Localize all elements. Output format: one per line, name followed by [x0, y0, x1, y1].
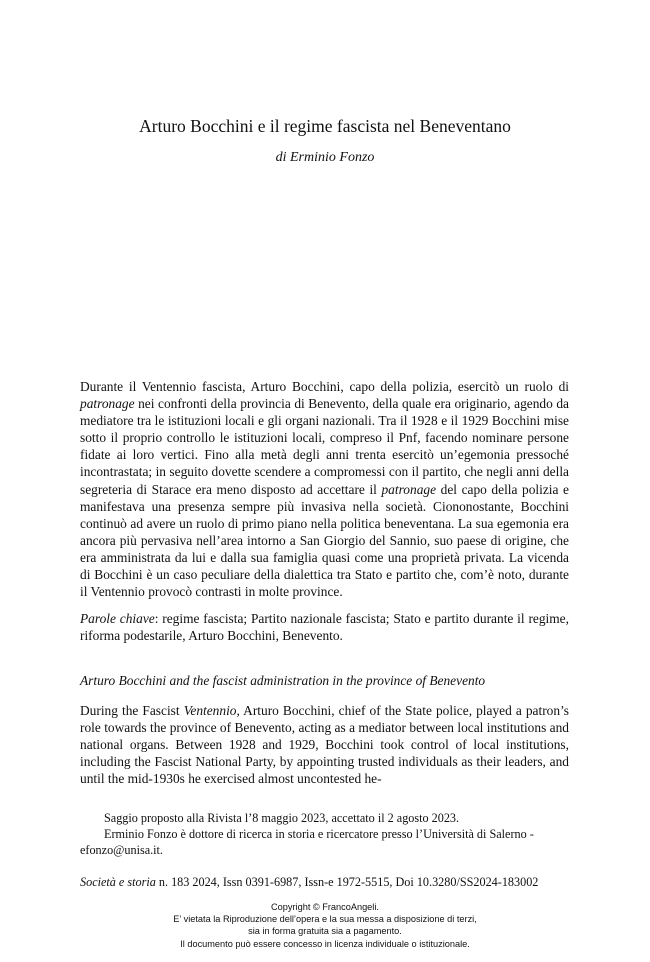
- italian-abstract: [80, 378, 569, 600]
- english-title: Arturo Bocchini and the fascist administration in the province of Benevento: [80, 673, 486, 688]
- english-term-ventennio: Ventennio: [183, 703, 237, 718]
- citation-details: n. 183 2024, Issn 0391-6987, Issn-e 1972-5515, Doi 10.3280/SS2024-183002: [155, 875, 539, 889]
- copyright-line: Il documento può essere concesso in licenza individuale o istituzionale.: [180, 938, 470, 949]
- english-text: During the Fascist: [80, 703, 184, 718]
- copyright-line: E’ vietata la Riproduzione dell’opera e la sua messa a disposizione di terzi,: [173, 914, 477, 925]
- abstract-text: del capo della polizia e manifestava una presenza sempre più invasiva nella società. Ciononostante, Bocchini continuò ad avere un ruolo di primo piano nella politica beneventana. La sua egemonia era ancora più pervasiva nell’area intorno a San Giorgio del Sannio, suo paese di origine, che era amministrata da lui e dalla sua famiglia quasi come una proprietà privata. La vicenda di Bocchini è un caso peculiare della dialettica tra Stato e partito che, com’è noto, durante il Ventennio provocò contrasti in molte province.: [80, 481, 569, 600]
- article-title: Arturo Bocchini e il regime fascista nel Beneventano: [139, 116, 511, 136]
- keywords-label: Parole chiave: [80, 611, 155, 626]
- english-abstract: [80, 702, 569, 787]
- author-note: Erminio Fonzo è dottore di ricerca in storia e ricercatore presso l’Università di Salerno - efonzo@unisa.it.: [80, 827, 534, 857]
- keywords-paragraph: [80, 610, 569, 644]
- footnotes: [80, 810, 569, 858]
- abstract-text: Durante il Ventennio fascista, Arturo Bocchini, capo della polizia, esercitò un ruolo di: [80, 379, 569, 394]
- submission-note: Saggio proposto alla Rivista l’8 maggio 2023, accettato il 2 agosto 2023.: [104, 811, 460, 825]
- keywords-text: : regime fascista; Partito nazionale fascista; Stato e partito durante il regime, riforma podestarile, Arturo Bocchini, Benevento.: [80, 611, 569, 644]
- english-text: , Arturo Bocchini, chief of the State police, played a patron’s role towards the province of Benevento, acting as a mediator between local institutions and national organs. Between 1928 and 1929, Bocchini took control of local institutions, including the Fascist National Party, by appointing trusted individuals as their leaders, and until the mid-1930s he exercised almost uncontested he-: [80, 703, 569, 787]
- abstract-term-patronage: patronage: [381, 481, 437, 497]
- copyright-line: Copyright © FrancoAngeli.: [271, 902, 379, 912]
- copyright-notice: [0, 901, 650, 950]
- keywords: [80, 610, 569, 644]
- journal-citation: [80, 875, 569, 890]
- journal-name: Società e storia: [80, 875, 156, 889]
- abstract-term-patronage: patronage: [80, 396, 135, 412]
- abstract-paragraph: [80, 378, 569, 600]
- article-author: di Erminio Fonzo: [275, 150, 375, 165]
- copyright-line: sia in forma gratuita sia a pagamento.: [248, 926, 402, 937]
- abstract-text: nei confronti della provincia di Benevento, della quale era originario, agendo da mediatore tra le istituzioni locali e gli organi nazionali. Tra il 1928 e il 1929 Bocchini mise sotto il proprio controllo le istituzioni locali, compreso il Pnf, facendo nominare persone fidate ai loro vertici. Fino alla metà degli anni trenta esercitò un’egemonia pressoché incontrastata; in seguito dovette scendere a compromessi con il partito, che negli anni della segreteria di Starace era meno disposto ad accettare il: [80, 396, 569, 497]
- english-paragraph: [80, 702, 569, 787]
